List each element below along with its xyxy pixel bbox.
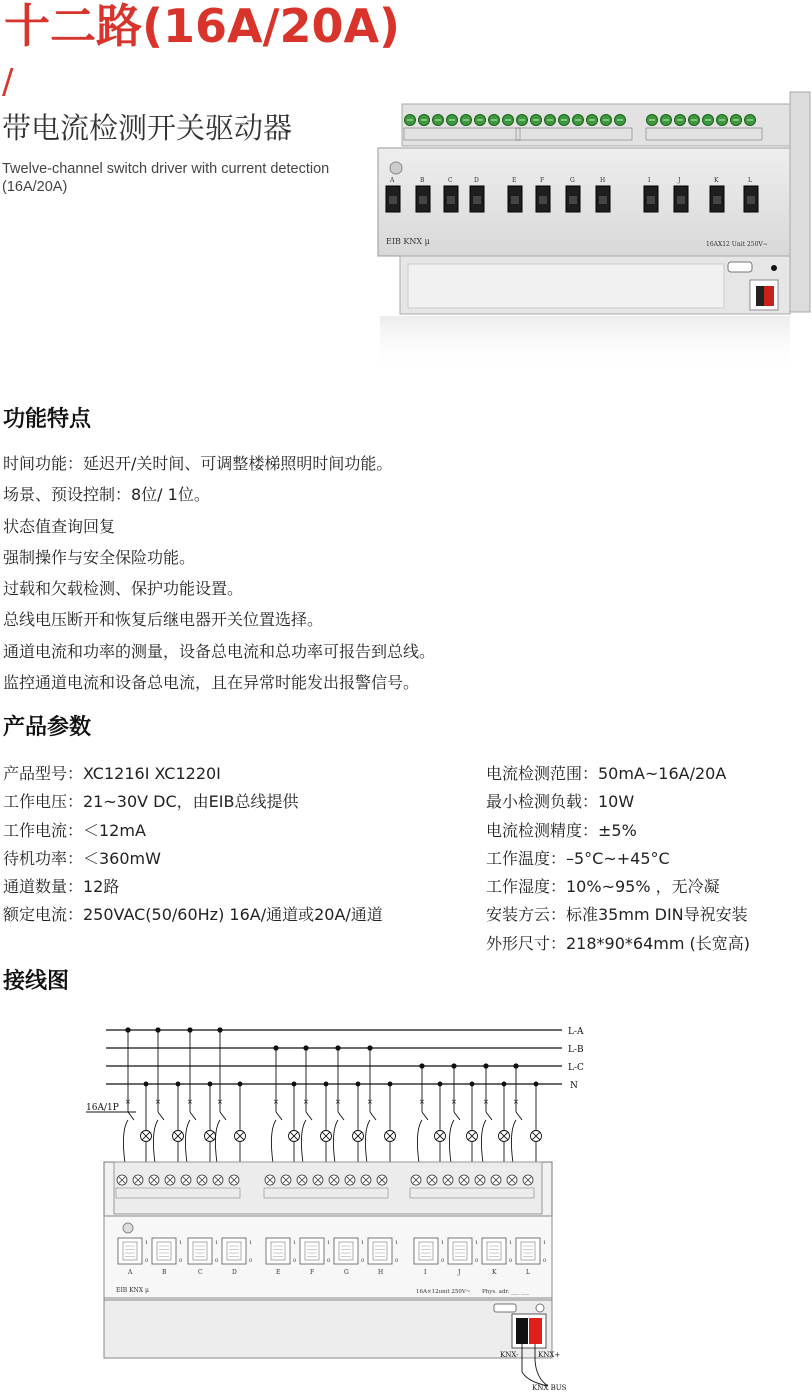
svg-text:1: 1 bbox=[543, 1240, 547, 1246]
channel-label: G bbox=[344, 1269, 349, 1276]
prog-button bbox=[494, 1304, 516, 1312]
svg-text:1: 1 bbox=[215, 1240, 219, 1246]
param-item: 安装方云：标准35mm DIN导祝安装 bbox=[486, 905, 748, 925]
svg-text:×: × bbox=[217, 1098, 223, 1106]
features-heading: 功能特点 bbox=[3, 407, 92, 432]
svg-text:0: 0 bbox=[441, 1258, 445, 1264]
svg-text:×: × bbox=[451, 1098, 457, 1106]
param-item: 电流检测范围：50mA~16A/20A bbox=[486, 764, 727, 783]
param-item: 工作电压：21~30V DC，由EIB总线提供 bbox=[3, 792, 299, 812]
svg-text:1: 1 bbox=[249, 1240, 253, 1246]
prog-led bbox=[771, 265, 777, 271]
brand-label: EIB KNX μ bbox=[116, 1287, 149, 1294]
param-item: 额定电流：250VAC(50/60Hz) 16A/通道或20A/通道 bbox=[3, 905, 383, 925]
channel-label: D bbox=[474, 177, 479, 184]
svg-text:0: 0 bbox=[361, 1258, 365, 1264]
channel-label: L bbox=[526, 1269, 530, 1276]
svg-text:1: 1 bbox=[509, 1240, 513, 1246]
product-title: 十二路(16A/20A) bbox=[4, 0, 401, 53]
svg-text:×: × bbox=[125, 1098, 131, 1106]
feature-item: 监控通道电流和设备总电流，且在异常时能发出报警信号。 bbox=[3, 673, 420, 693]
knx-plus-label: KNX+ bbox=[538, 1351, 561, 1359]
line-label-la: L-A bbox=[568, 1027, 584, 1037]
svg-text:0: 0 bbox=[215, 1258, 219, 1264]
feature-item: 场景、预设控制：8位/ 1位。 bbox=[3, 485, 210, 505]
wiring-diagram bbox=[0, 1020, 812, 1392]
channel-label: D bbox=[232, 1269, 237, 1276]
param-item: 通道数量：12路 bbox=[3, 877, 120, 897]
svg-text:×: × bbox=[155, 1098, 161, 1106]
svg-text:×: × bbox=[303, 1098, 309, 1106]
channel-label: I bbox=[424, 1269, 427, 1276]
feature-item: 时间功能：延迟开/关时间、可调整楼梯照明时间功能。 bbox=[3, 454, 393, 473]
phys-addr-label: Phys. adr. ___ ___ bbox=[482, 1289, 530, 1295]
features-list bbox=[3, 448, 435, 698]
breaker-label: 16A/1P bbox=[86, 1103, 119, 1113]
svg-text:0: 0 bbox=[145, 1258, 149, 1264]
feature-item: 过载和欠载检测、保护功能设置。 bbox=[3, 579, 244, 599]
svg-text:0: 0 bbox=[543, 1258, 547, 1264]
knx-terminal-plus bbox=[529, 1318, 542, 1344]
svg-text:0: 0 bbox=[179, 1258, 183, 1264]
svg-text:0: 0 bbox=[509, 1258, 513, 1264]
svg-text:0: 0 bbox=[293, 1258, 297, 1264]
channel-label: J bbox=[458, 1269, 461, 1276]
svg-text:0: 0 bbox=[327, 1258, 331, 1264]
channel-label: G bbox=[570, 177, 575, 184]
params-heading: 产品参数 bbox=[3, 715, 92, 740]
channel-label: H bbox=[378, 1269, 384, 1276]
product-subtitle-en: Twelve-channel switch driver with current detection (16A/20A) bbox=[2, 161, 330, 195]
channel-label: A bbox=[390, 177, 395, 184]
svg-text:×: × bbox=[483, 1098, 489, 1106]
channel-label: C bbox=[198, 1269, 203, 1276]
svg-text:1: 1 bbox=[475, 1240, 479, 1246]
svg-text:1: 1 bbox=[293, 1240, 297, 1246]
param-item: 外形尺寸：218*90*64mm (长宽高) bbox=[486, 933, 751, 953]
svg-text:1: 1 bbox=[441, 1240, 445, 1246]
channel-label: E bbox=[512, 177, 517, 184]
svg-text:×: × bbox=[419, 1098, 425, 1106]
title-slash: / bbox=[2, 62, 14, 102]
svg-text:×: × bbox=[273, 1098, 279, 1106]
line-label-n: N bbox=[570, 1081, 578, 1091]
logo-icon bbox=[390, 162, 402, 174]
svg-text:×: × bbox=[187, 1098, 193, 1106]
prog-led bbox=[536, 1304, 544, 1312]
svg-text:1: 1 bbox=[145, 1240, 149, 1246]
channel-label: K bbox=[714, 177, 719, 184]
svg-text:×: × bbox=[367, 1098, 373, 1106]
feature-item: 通道电流和功率的测量，设备总电流和总功率可报告到总线。 bbox=[3, 641, 436, 661]
svg-text:0: 0 bbox=[475, 1258, 479, 1264]
knx-minus-label: KNX- bbox=[500, 1351, 519, 1359]
channel-label: F bbox=[310, 1269, 315, 1276]
channel-label: L bbox=[748, 177, 752, 184]
feature-item: 强制操作与安全保险功能。 bbox=[3, 547, 196, 567]
svg-text:1: 1 bbox=[327, 1240, 331, 1246]
wiring-heading: 接线图 bbox=[3, 969, 70, 994]
param-item: 待机功率：＜360mW bbox=[3, 848, 161, 868]
rating-label: 16A×12unit 250V~ bbox=[416, 1289, 471, 1295]
line-label-lc: L-C bbox=[568, 1063, 584, 1073]
channel-label: H bbox=[600, 177, 606, 184]
knx-connector-red bbox=[764, 286, 774, 306]
params-right bbox=[486, 760, 750, 958]
channel-label: K bbox=[492, 1269, 497, 1276]
param-item: 产品型号：XC1216I XC1220I bbox=[3, 764, 221, 783]
knx-terminal-minus bbox=[516, 1318, 528, 1344]
params-left bbox=[3, 760, 383, 930]
svg-text:1: 1 bbox=[395, 1240, 399, 1246]
channel-label: A bbox=[128, 1269, 133, 1276]
channel-label: B bbox=[420, 177, 425, 184]
svg-text:×: × bbox=[335, 1098, 341, 1106]
prog-button bbox=[728, 262, 752, 272]
channel-label: F bbox=[540, 177, 545, 184]
logo-icon bbox=[123, 1223, 133, 1233]
channel-label: B bbox=[162, 1269, 167, 1276]
feature-item: 状态值查询回复 bbox=[3, 516, 116, 536]
channel-label: I bbox=[648, 177, 651, 184]
svg-text:×: × bbox=[513, 1098, 519, 1106]
feature-item: 总线电压断开和恢复后继电器开关位置选择。 bbox=[3, 610, 324, 630]
param-item: 工作湿度：10%~95% ，无冷凝 bbox=[486, 877, 720, 897]
knx-bus-label: KNX BUS bbox=[532, 1384, 567, 1392]
param-item: 最小检测负载：10W bbox=[486, 792, 635, 812]
channel-label: C bbox=[448, 177, 453, 184]
svg-text:1: 1 bbox=[361, 1240, 365, 1246]
rating-label: 16AX12 Unit 250V~ bbox=[706, 241, 768, 248]
param-item: 工作电流：＜12mA bbox=[3, 820, 146, 840]
line-label-lb: L-B bbox=[568, 1045, 584, 1055]
param-item: 电流检测精度：±5% bbox=[486, 820, 637, 840]
knx-connector-black bbox=[756, 286, 764, 306]
product-image bbox=[370, 84, 812, 374]
channel-label: E bbox=[276, 1269, 281, 1276]
brand-label: EIB KNX μ bbox=[386, 237, 430, 246]
svg-text:0: 0 bbox=[395, 1258, 399, 1264]
svg-text:1: 1 bbox=[179, 1240, 183, 1246]
product-subtitle-cn: 带电流检测开关驱动器 bbox=[2, 111, 293, 145]
param-item: 工作温度：–5°C~+45°C bbox=[486, 848, 670, 868]
channel-label: J bbox=[678, 177, 681, 184]
svg-text:0: 0 bbox=[249, 1258, 253, 1264]
